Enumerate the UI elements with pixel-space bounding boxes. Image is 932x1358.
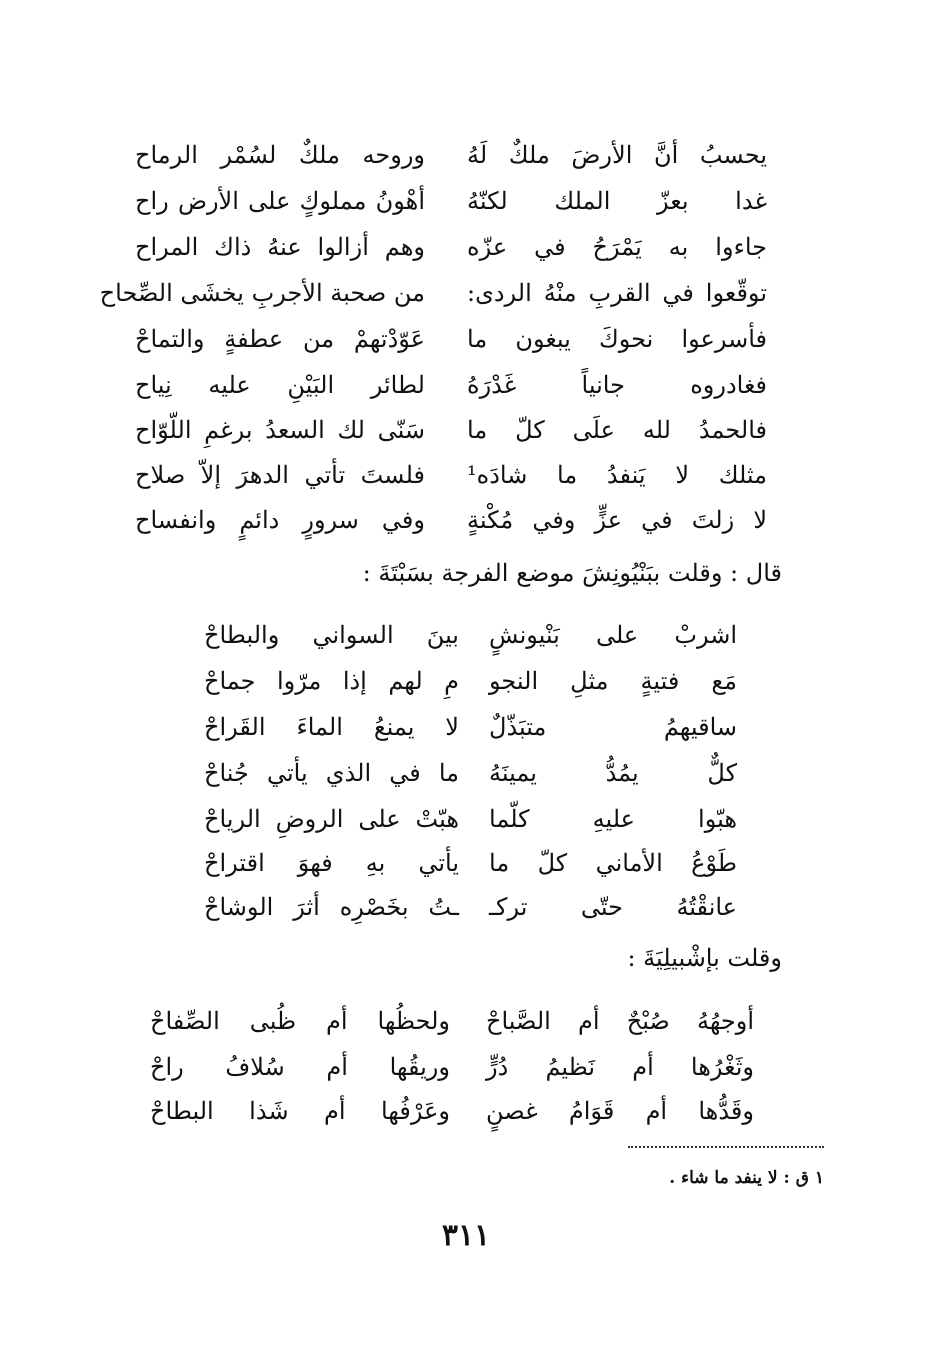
verse-line: [204, 750, 737, 796]
verse-line: [135, 362, 767, 408]
verse-first-hemistich: فغادروه جانياً غَدْرَهُ: [467, 371, 767, 399]
verse-line: [204, 658, 737, 704]
verse-first-hemistich: ساقيهمُ متبَذّلٌ: [489, 713, 737, 741]
verse-first-hemistich: يحسبُ أنَّ الأرضَ ملكٌ لَهُ: [467, 141, 767, 169]
prose-heading: وقلت بإشْبيلِيَةَ :: [627, 944, 782, 972]
verse-second-hemistich: ما في الذي يأتي جُناحْ: [204, 759, 459, 787]
verse-first-hemistich: جاءوا به يَمْرَحُ في عزّه: [467, 233, 767, 261]
verse-second-hemistich: وفي سرورٍ دائمٍ وانفساح: [135, 506, 425, 534]
verse-second-hemistich: من صحبة الأجربِ يخشَى الصِّحاح: [99, 279, 425, 307]
verse-first-hemistich: غدا بعزّ الملك لكنّهُ: [467, 187, 767, 215]
verse-second-hemistich: وروحه ملكٌ لسُمْر الرماح: [135, 141, 425, 169]
verse-line: [99, 270, 767, 316]
verse-second-hemistich: ـتُ بخَصْرِه أثرَ الوشاحْ: [204, 893, 459, 921]
verse-second-hemistich: وعَرْفُها أم شَذا البطاحْ: [150, 1097, 450, 1125]
verse-first-hemistich: هبّوا عليهِ كلّما: [489, 805, 737, 833]
verse-second-hemistich: فلستَ تأتي الدهرَ إلاّ صلاح: [135, 461, 425, 489]
verse-second-hemistich: بينَ السواني والبطاحْ: [204, 621, 459, 649]
verse-first-hemistich: توقّعوا في القربِ منْهُ الردى:: [467, 279, 767, 307]
verse-second-hemistich: عَوّدْتهمْ من عطفةٍ والتماحْ: [135, 325, 425, 353]
verse-line: [204, 840, 737, 886]
page-number: ٣١١: [441, 1218, 491, 1253]
verse-first-hemistich: كلٌّ يمُدُّ يمينَهُ: [489, 759, 737, 787]
verse-first-hemistich: فالحمدُ لله علَى كلّ ما: [467, 416, 767, 444]
verse-second-hemistich: وهم أزالوا عنهُ ذاك المراح: [135, 233, 425, 261]
verse-second-hemistich: وريقُها أم سُلافُ راحْ: [150, 1053, 450, 1081]
verse-line: [204, 796, 737, 842]
verse-line: [204, 884, 737, 930]
verse-line: [204, 612, 737, 658]
verse-line: [150, 1044, 754, 1090]
verse-second-hemistich: لا يمنعُ الماءَ القَراحْ: [204, 713, 459, 741]
verse-line: [135, 497, 767, 543]
verse-first-hemistich: وقَدُّها أم قَوَامُ غصنٍ: [486, 1097, 754, 1125]
verse-second-hemistich: سَنّى لك السعدُ برغمِ اللّوّاح: [135, 416, 425, 444]
verse-first-hemistich: وثَغْرُها أم نَظيمُ دُرٍّ: [486, 1053, 754, 1081]
verse-second-hemistich: يأتي بهِ فهوَ اقتراحْ: [204, 849, 459, 877]
verse-line: [135, 178, 767, 224]
verse-second-hemistich: لطائر البَيْنِ عليه نِياح: [135, 371, 425, 399]
prose-heading: قال : وقلت ببَنْيُونِشَ موضع الفرجة بسَبْتَةَ :: [362, 559, 782, 587]
verse-line: [135, 224, 767, 270]
verse-line: [135, 452, 767, 498]
verse-line: [150, 998, 754, 1044]
verse-second-hemistich: مِ لهم إذا مرّوا جماحْ: [204, 667, 459, 695]
verse-first-hemistich: لا زلتَ في عزٍّ وفي مُكْنةٍ: [467, 506, 767, 534]
verse-line: [204, 704, 737, 750]
verse-second-hemistich: أهْونُ مملوكٍ على الأرض راح: [135, 187, 425, 215]
verse-line: [135, 407, 767, 453]
footnote: ١ ق : لا ينفد ما شاء .: [669, 1168, 824, 1188]
verse-line: [150, 1088, 754, 1134]
verse-second-hemistich: ولحظُها أم ظُبى الصِّفاحْ: [150, 1007, 450, 1035]
verse-first-hemistich: مثلك لا يَنفدُ ما شادَه¹: [467, 461, 767, 489]
footnote-separator: [628, 1146, 824, 1148]
verse-line: [135, 316, 767, 362]
verse-first-hemistich: عانقْتُهُ حتّى تركـ: [489, 893, 737, 921]
verse-first-hemistich: اشربْ على بَنْيونشٍ: [489, 621, 737, 649]
verse-second-hemistich: هبّتْ على الروضِ الرياحْ: [204, 805, 459, 833]
verse-line: [135, 132, 767, 178]
verse-first-hemistich: مَع فتيةٍ مثلِ النجو: [489, 667, 737, 695]
verse-first-hemistich: أوجهُهُ صُبْحٌ أم الصَّباحْ: [486, 1007, 754, 1035]
verse-first-hemistich: طَوْعُ الأماني كلّ ما: [489, 849, 737, 877]
verse-first-hemistich: فأسرعوا نحوكَ يبغون ما: [467, 325, 767, 353]
